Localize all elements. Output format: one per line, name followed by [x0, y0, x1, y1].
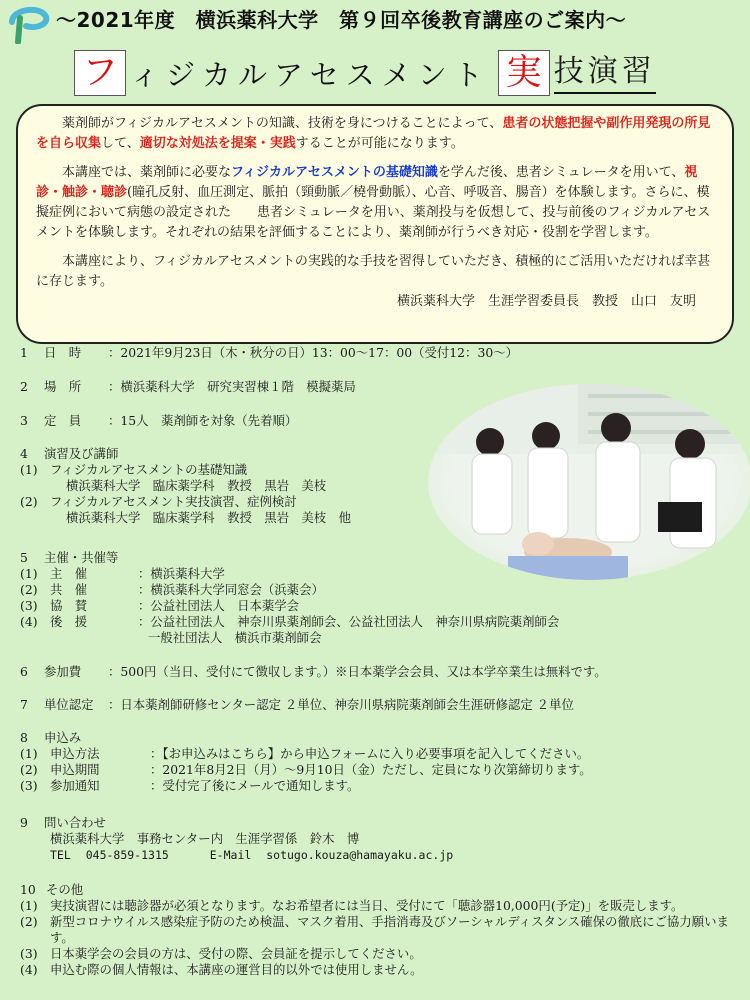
- item-key: 共 催: [50, 582, 88, 597]
- section-number: 10: [20, 882, 36, 897]
- item-key: 後 援: [50, 614, 88, 629]
- intro-highlight: 患者の状態把握や副作用発現の所見を自ら収集: [36, 116, 711, 151]
- section-capacity: [20, 413, 740, 429]
- section-label: 単位認定: [44, 697, 94, 712]
- banner-tail: 技演習: [554, 52, 656, 94]
- email-label: E-Mail: [209, 848, 252, 862]
- item-number: (2): [20, 914, 38, 929]
- intro-signature: 横浜薬科大学 生涯学習委員長 教授 山口 友明: [396, 294, 696, 309]
- item-number: (1): [20, 746, 38, 761]
- intro-text: (瞳孔反射、血圧測定、脈拍（頸動脈／橈骨動脈）、心音、呼吸音、腸音）を体験します。さらに、模擬症例において病態の設定された 患者シミュレータを用い、薬剤投与を仮想して、投与前後のフィジカルアセスメントを体験します。それぞれの結果を評価することにより、薬剤師が行うべき対応・役割を学習します。: [36, 185, 711, 240]
- section-value: ：日本薬剤師研修センター認定 ２単位、神奈川県病院薬剤師会生涯研修認定 ２単位: [108, 697, 574, 712]
- lecture-title: フィジカルアセスメントの基礎知識: [50, 462, 248, 477]
- application-method[interactable]: ：【お申込みはこちら】から申込フォームに入り必要事項を記入してください。: [150, 746, 590, 761]
- section-number: 3: [20, 413, 28, 428]
- item-number: (2): [20, 494, 38, 509]
- intro-paragraph-2: [36, 163, 716, 243]
- tel-label: TEL: [50, 848, 71, 862]
- intro-box: [16, 104, 734, 344]
- item-number: (1): [20, 462, 38, 477]
- section-fee: [20, 664, 740, 680]
- item-key: 参加通知: [50, 778, 100, 793]
- section-label: 参加費: [44, 664, 82, 679]
- intro-paragraph-3: 本講座により、フィジカルアセスメントの実践的な手技を習得していただき、積極的にご活用いただければ幸甚に存じます。: [36, 254, 711, 289]
- email-address[interactable]: sotugo.kouza@hamayaku.ac.jp: [266, 848, 454, 862]
- tel-number[interactable]: 045-859-1315: [85, 848, 169, 862]
- section-number: 6: [20, 664, 28, 679]
- section-label: 定 員: [44, 413, 82, 428]
- section-label: 主催・共催等: [44, 550, 119, 565]
- item-value: ：横浜薬科大学同窓会（浜薬会）: [138, 582, 324, 597]
- item-number: (2): [20, 762, 38, 777]
- note-text: 実技演習には聴診器が必須となります。なお希望者には当日、受付にて「聴診器10,000円(予定)」を販売します。: [50, 898, 684, 913]
- item-number: (3): [20, 778, 38, 793]
- item-value-extra: 一般社団法人 横浜市薬剤師会: [148, 630, 322, 645]
- intro-text: して、: [101, 136, 140, 151]
- section-datetime: [20, 345, 740, 361]
- section-label: 場 所: [44, 379, 82, 394]
- item-value: ：2021年8月2日（月）〜9月10日（金）ただし、定員になり次第締切ります。: [150, 762, 592, 777]
- page-title: 〜2021年度 横浜薬科大学 第９回卒後教育講座のご案内〜: [56, 8, 627, 32]
- item-number: (1): [20, 566, 38, 581]
- section-application: [20, 730, 740, 794]
- banner-middle: ィジカルアセスメント: [130, 57, 490, 92]
- banner-char-jitsu: 実: [498, 50, 550, 96]
- contact-office: 横浜薬科大学 事務センター内 生涯学習係 鈴木 博: [50, 831, 360, 846]
- lecture-lecturer: 横浜薬科大学 臨床薬学科 教授 黒岩 美枝: [66, 478, 327, 493]
- lecture-lecturer: 横浜薬科大学 臨床薬学科 教授 黒岩 美枝 他: [66, 510, 351, 525]
- intro-highlight: 適切な対処法を提案・実践: [139, 136, 296, 151]
- item-number: (1): [20, 898, 38, 913]
- item-value: ：横浜薬科大学: [138, 566, 225, 581]
- item-key: 申込期間: [50, 762, 100, 777]
- section-value: ：15人 薬剤師を対象（先着順）: [108, 413, 298, 428]
- section-number: 9: [20, 815, 28, 830]
- section-label: 問い合わせ: [44, 815, 106, 830]
- contact-line: [20, 847, 740, 863]
- intro-text: 本講座では、薬剤師に必要な: [62, 165, 232, 180]
- university-logo: [6, 4, 58, 44]
- section-label: 演習及び講師: [44, 446, 119, 461]
- note-text: 日本薬学会の会員の方は、受付の際、会員証を提示してください。: [50, 946, 422, 961]
- note-text: 申込む際の個人情報は、本講座の運営目的以外では使用しません。: [50, 962, 423, 977]
- item-number: (3): [20, 946, 38, 961]
- item-number: (4): [20, 614, 38, 629]
- section-value: ：2021年9月23日（木・秋分の日）13：00〜17：00（受付12：30〜）: [108, 345, 518, 360]
- section-notes: [20, 882, 740, 978]
- intro-highlight: 視診・触診・聴診: [36, 165, 698, 200]
- section-number: 4: [20, 446, 28, 461]
- section-label: 日 時: [44, 345, 82, 360]
- intro-highlight: フィジカルアセスメントの基礎知識: [231, 165, 438, 180]
- item-number: (4): [20, 962, 38, 977]
- section-number: 8: [20, 730, 28, 745]
- section-number: 5: [20, 550, 28, 565]
- banner-char-fu: フ: [74, 50, 126, 96]
- section-number: 2: [20, 379, 28, 394]
- item-value: ：公益社団法人 神奈川県薬剤師会、公益社団法人 神奈川県病院薬剤師会: [138, 614, 560, 629]
- intro-text: を学んだ後、患者シミュレータを用いて、: [437, 165, 685, 180]
- section-label: その他: [46, 882, 84, 897]
- title-banner: [74, 50, 656, 96]
- item-number: (2): [20, 582, 38, 597]
- item-key: 申込方法: [50, 746, 100, 761]
- intro-text: することが可能になります。: [295, 136, 464, 151]
- section-value: ：横浜薬科大学 研究実習棟１階 模擬薬局: [108, 379, 356, 394]
- item-value: ：公益社団法人 日本薬学会: [138, 598, 300, 613]
- section-organizers: [20, 550, 740, 646]
- item-key: 主 催: [50, 566, 88, 581]
- item-key: 協 賛: [50, 598, 88, 613]
- item-value: ：受付完了後にメールで通知します。: [150, 778, 360, 793]
- section-value: ：500円（当日、受付にて徴収します。）※日本薬学会会員、又は本学卒業生は無料です。: [108, 664, 607, 679]
- section-label: 申込み: [44, 730, 82, 745]
- section-number: 1: [20, 345, 28, 360]
- section-number: 7: [20, 697, 28, 712]
- lecture-title: フィジカルアセスメント実技演習、症例検討: [50, 494, 297, 509]
- section-credits: [20, 697, 740, 713]
- section-venue: [20, 379, 740, 395]
- note-text: 新型コロナウイルス感染症予防のため検温、マスク着用、手指消毒及びソーシャルディスタンス確保の徹底にご協力願います。: [50, 914, 729, 945]
- section-lectures: [20, 446, 740, 526]
- item-number: (3): [20, 598, 38, 613]
- intro-text: 薬剤師がフィジカルアセスメントの知識、技術を身につけることによって、: [62, 116, 503, 131]
- section-contact: [20, 815, 740, 863]
- intro-paragraph-1: [36, 114, 716, 154]
